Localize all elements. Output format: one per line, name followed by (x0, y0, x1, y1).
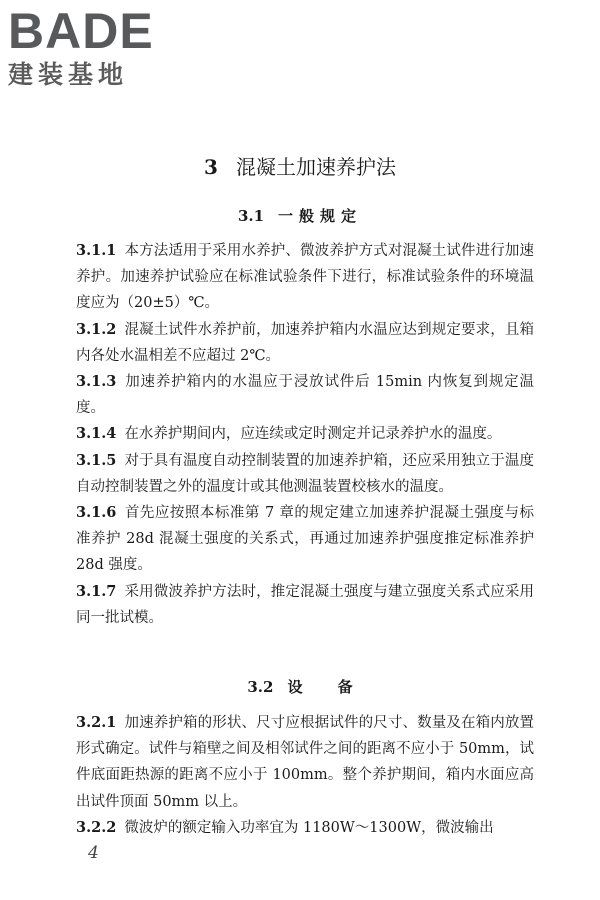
logo-wordmark: BADE (8, 3, 154, 59)
clause-number: 3.1.5 (76, 451, 117, 469)
clause-3-1-1 (76, 238, 534, 317)
clause-text: 采用微波养护方法时，推定混凝土强度与建立强度关系式应采用同一批试模。 (76, 583, 534, 626)
clause-3-1-2 (76, 317, 534, 369)
section-body-3-1 (76, 238, 534, 631)
clause-number: 3.1.6 (76, 504, 117, 522)
brand-logo (8, 4, 178, 90)
clause-number: 3.1.3 (76, 373, 117, 391)
clause-number: 3.2.2 (76, 818, 117, 836)
clause-text: 首先应按照本标准第 7 章的规定建立加速养护混凝土强度与标准养护 28d 混凝土强度的关系式，再通过加速养护强度推定标准养护 28d 强度。 (76, 505, 534, 574)
section-heading-3-1 (0, 205, 600, 227)
clause-text: 加速养护箱的形状、尺寸应根据试件的尺寸、数量及在箱内放置形式确定。试件与箱壁之间及相邻试件之间的距离不应小于 50mm，试件底面距热源的距离不应小于 100mm。整个养护期间，箱内水面应高出试件顶面 50mm 以上。 (76, 715, 534, 810)
clause-3-1-5 (76, 448, 534, 500)
clause-number: 3.2.1 (76, 714, 117, 731)
logo-subtitle: 建装基地 (8, 60, 129, 89)
clause-3-1-4 (76, 421, 534, 447)
section-number: 3.1 (237, 207, 265, 225)
clause-number: 3.1.2 (76, 320, 117, 338)
section-body-3-2 (76, 710, 534, 841)
clause-3-1-6 (76, 500, 534, 579)
clause-text: 在水养护期间内，应连续或定时测定并记录养护水的温度。 (124, 426, 502, 443)
clause-text: 加速养护箱内的水温应于浸放试件后 15min 内恢复到规定温度。 (76, 374, 534, 417)
chapter-title (0, 152, 600, 182)
section-title: 设 备 (287, 678, 353, 696)
clause-number: 3.1.1 (76, 242, 117, 259)
section-number: 3.2 (247, 678, 274, 696)
clause-text: 混凝土试件水养护前，加速养护箱内水温应达到规定要求，且箱内各处水温相差不应超过 2℃。 (76, 321, 534, 364)
clause-3-1-7 (76, 579, 534, 631)
clause-number: 3.1.7 (76, 582, 117, 600)
clause-number: 3.1.4 (76, 425, 117, 443)
clause-text: 微波炉的额定输入功率宜为 1180W～1300W，微波输出 (124, 819, 494, 836)
clause-text: 对于具有温度自动控制装置的加速养护箱，还应采用独立于温度自动控制装置之外的温度计或其他测温装置校核水的温度。 (76, 452, 534, 495)
clause-3-1-3 (76, 369, 534, 421)
chapter-number: 3 (204, 155, 218, 179)
chapter-title-text: 混凝土加速养护法 (235, 155, 396, 179)
section-heading-3-2 (0, 676, 600, 698)
clause-text: 本方法适用于采用水养护、微波养护方式对混凝土试件进行加速养护。加速养护试验应在标准试验条件下进行，标准试验条件的环境温度应为（20±5）℃。 (76, 243, 534, 312)
page-number: 4 (88, 843, 99, 863)
clause-3-2-2 (76, 815, 534, 841)
section-title: 一般规定 (278, 207, 363, 225)
clause-3-2-1 (76, 710, 534, 815)
